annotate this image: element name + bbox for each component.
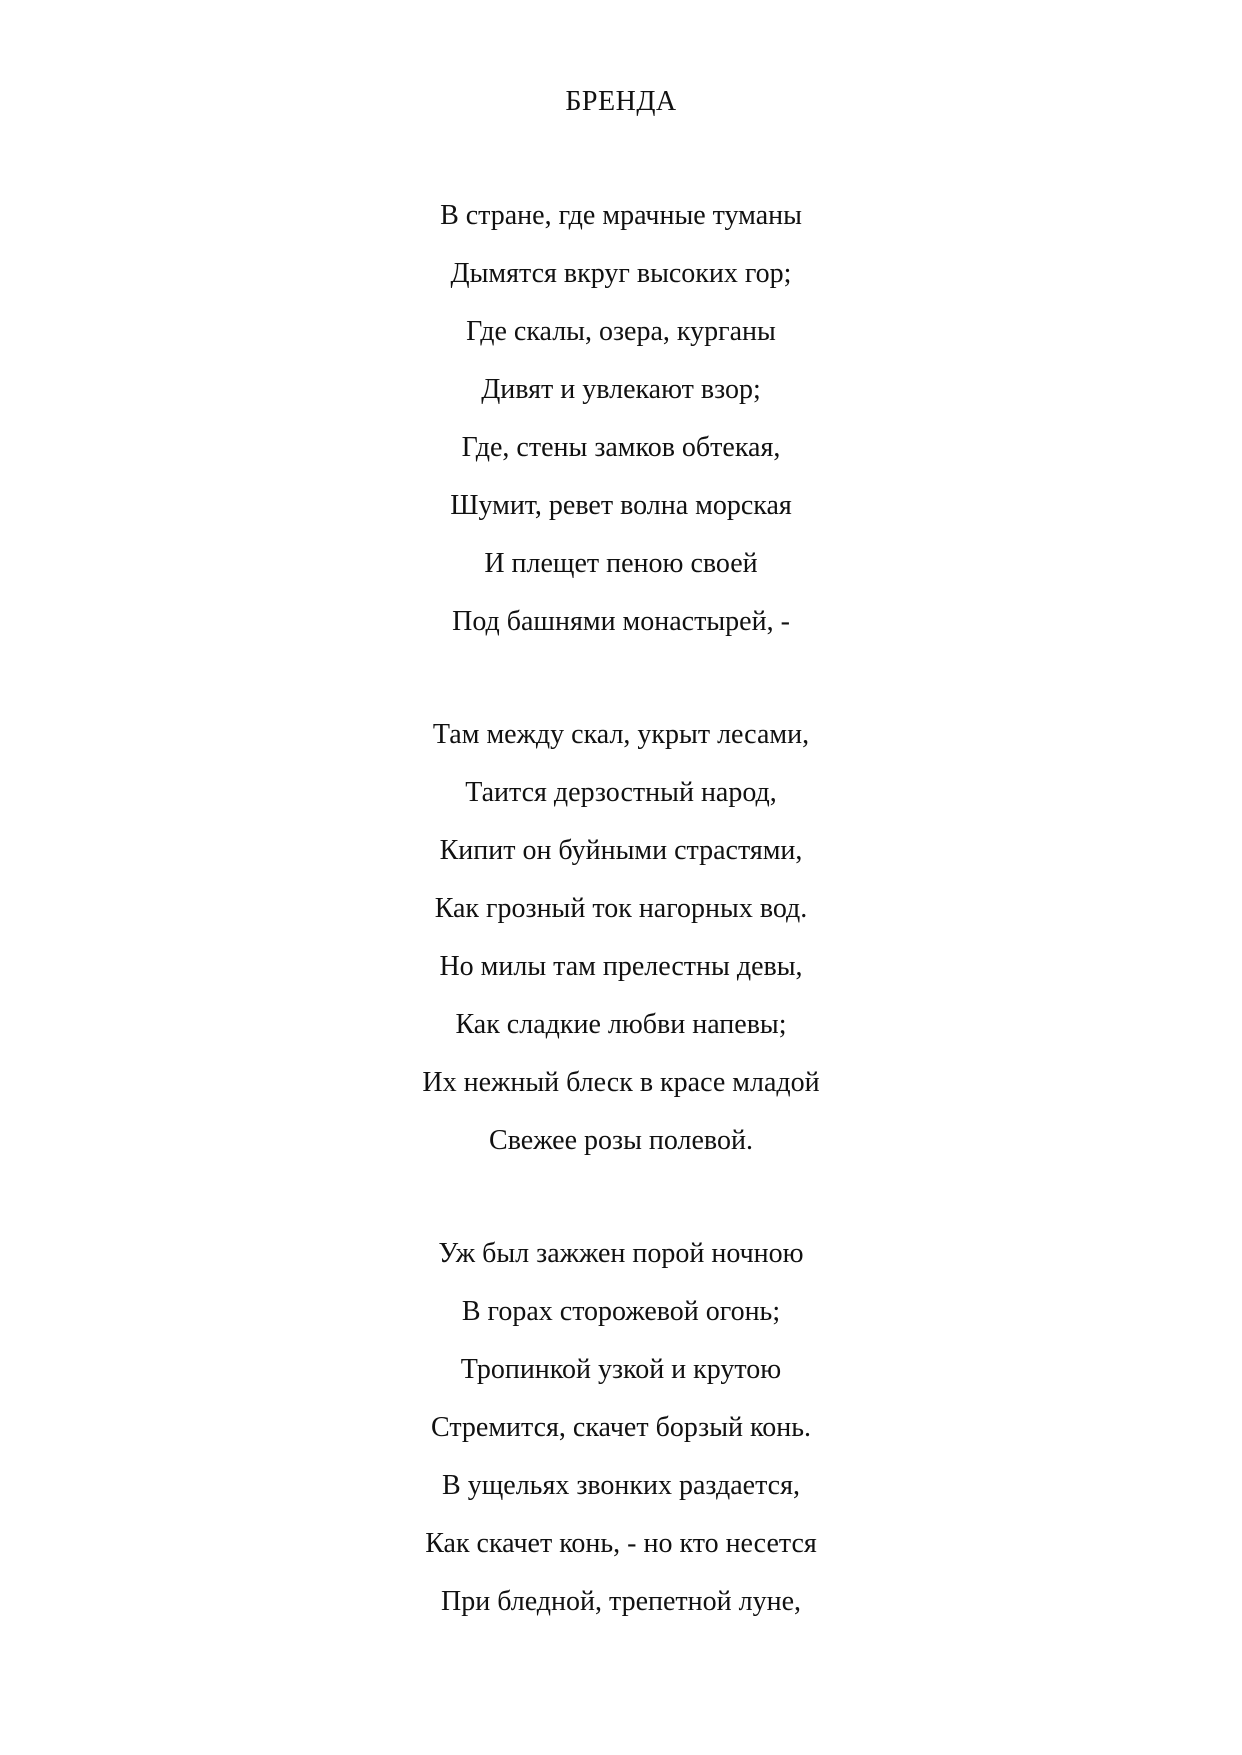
- poem-title: БРЕНДА: [565, 86, 677, 117]
- poem-line: Тропинкой узкой и крутою: [460, 1354, 782, 1385]
- poem-line: Стремится, скачет борзый конь.: [431, 1412, 811, 1443]
- poem-line: Таится дерзостный народ,: [465, 777, 777, 808]
- stanza-2: [0, 717, 1242, 1181]
- poem-line: При бледной, трепетной луне,: [440, 1586, 801, 1617]
- poem-line: В горах сторожевой огонь;: [461, 1296, 781, 1327]
- poem-line: И плещет пеною своей: [484, 548, 758, 579]
- poem-line: Их нежный блеск в красе младой: [422, 1067, 820, 1098]
- poem-line: Уж был зажжен порой ночною: [438, 1238, 804, 1269]
- poem-line: Где скалы, озера, курганы: [466, 316, 776, 347]
- stanza-1: [0, 198, 1242, 662]
- poem-line: Кипит он буйными страстями,: [439, 835, 803, 866]
- poem-line: Свежее розы полевой.: [489, 1125, 753, 1156]
- poem-line: В ущельях звонких раздается,: [442, 1470, 800, 1501]
- poem-line: Как скачет конь, - но кто несется: [425, 1528, 817, 1559]
- stanza-3: [0, 1236, 1242, 1642]
- poem-line: Где, стены замков обтекая,: [461, 432, 781, 463]
- poem-line: Шумит, ревет волна морская: [450, 490, 792, 521]
- poem-line: Но милы там прелестны девы,: [439, 951, 803, 982]
- poem-line: Дивят и увлекают взор;: [481, 374, 761, 405]
- poem-line: Там между скал, укрыт лесами,: [432, 719, 810, 750]
- poem-line: Как грозный ток нагорных вод.: [434, 893, 808, 924]
- poem-line: Как сладкие любви напевы;: [455, 1009, 787, 1040]
- poem-line: В стране, где мрачные туманы: [440, 200, 802, 231]
- poem-line: Под башнями монастырей, -: [452, 606, 790, 637]
- poem-line: Дымятся вкруг высоких гор;: [450, 258, 792, 289]
